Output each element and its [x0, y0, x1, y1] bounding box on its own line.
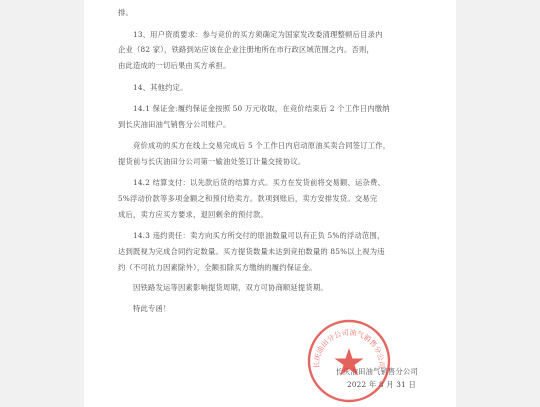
clause-14-heading: 14、其他约定。 [133, 83, 188, 92]
clause-14-3-line: 达到既视为完成合同约定数量。买方提货数量未达到竞拍数量的 85%以上视为违 [118, 247, 385, 256]
text-line: 排。 [118, 8, 133, 17]
clause-14-1-line: 14.1 保证金:履约保证金按照 50 万元收取，在竞价结束后 2 个工作日内缴纳 [133, 104, 390, 113]
clause-14-3-line: 约（不可抗力因素除外），全额扣除买方缴纳的履约保证金。 [118, 263, 317, 272]
signature-date: 2022 年 8 月 31 日 [347, 380, 416, 389]
clause-14-1-line: 竞价成功的买方在线上交易完成后 5 个工作日内启动原油买卖合同签订工作， [133, 141, 391, 150]
document-page [84, 0, 456, 407]
clause-13-line: 企业（82 家），铁路到站应该在企业注册地所在市行政区域范围之内。否则， [118, 45, 374, 54]
clause-14-1-line: 到长庆油田油气销售分公司账户。 [118, 120, 231, 129]
clause-14-1-line: 提货前与长庆油田分公司第一输油处签订计量交接协议。 [118, 157, 306, 166]
closing-line: 特此专函！ [133, 304, 171, 313]
signature-company: 长庆油田油气销售分公司 [335, 367, 418, 376]
clause-14-2-line: 5%浮动价款等多项金额之和预付给卖方。款项到账后，卖方安排发货。交易完 [118, 194, 378, 203]
clause-14-2-line: 14.2 结算支付：以先款后货的结算方式。买方在发货前将交易额、运杂费、 [133, 178, 385, 187]
seal-text: 长庆油田分公司油气销售分公司 [311, 327, 387, 369]
clause-13-line: 13、用户资质要求：参与竞价的买方须确定为国家发改委清理整顿后目录内 [133, 30, 383, 39]
clause-14-3-line: 因铁路发运等因素影响提货周期，双方可协商顺延提货期。 [133, 283, 328, 292]
star-icon [335, 348, 364, 376]
clause-14-2-line: 成后，卖方应买方要求，退回剩余的预付款。 [118, 210, 268, 219]
clause-14-3-line: 14.3 违约责任：卖方向买方所交付的原油数量可以有正负 5%的浮动范围， [133, 231, 385, 240]
company-seal-stamp [306, 318, 392, 404]
clause-13-line: 由此造成的一切后果由买方承担。 [118, 61, 231, 70]
